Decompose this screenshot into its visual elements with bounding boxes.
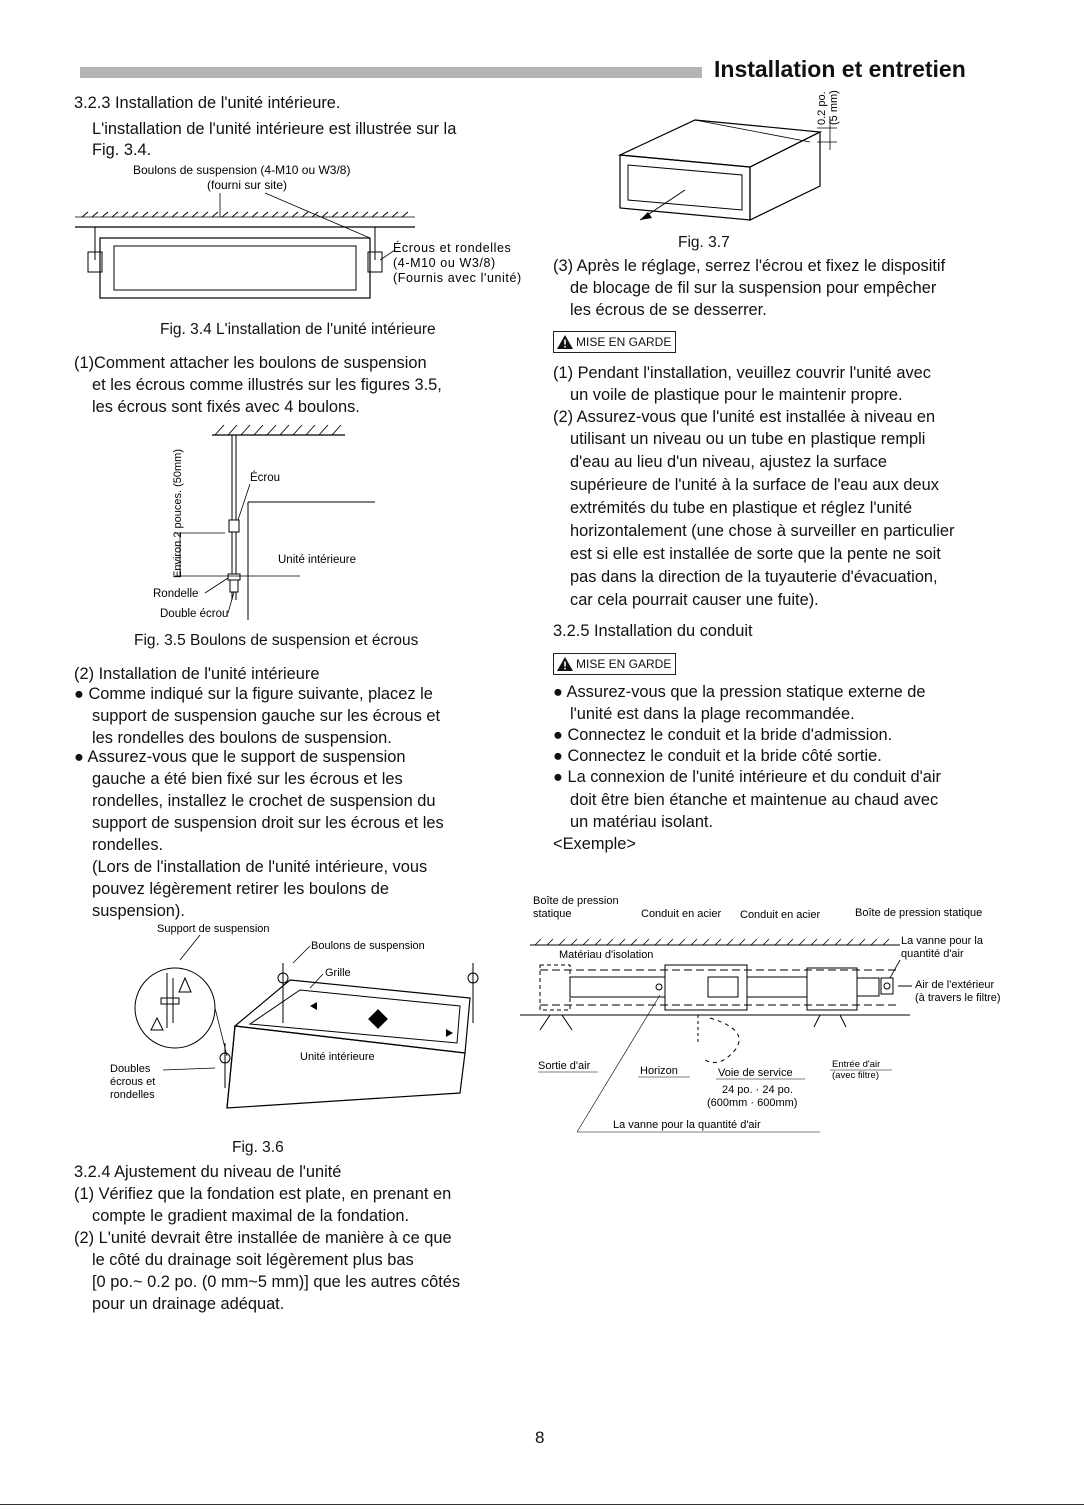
caution-label-1: MISE EN GARDE — [576, 335, 672, 349]
fig35-dim-label: Environ 2 pouces. (50mm) — [172, 449, 184, 578]
diag-materiau: Matériau d'isolation — [559, 949, 654, 961]
header-bar — [80, 67, 702, 78]
caution2-line-2: l'unité est dans la plage recommandée. — [570, 705, 855, 723]
fig34-nuts-label-2: (4-M10 ou W3/8) — [393, 256, 496, 270]
diag-dims-2: (600mm · 600mm) — [707, 1097, 798, 1109]
fig35-rondelle-label: Rondelle — [153, 588, 199, 600]
p2-b2-line-8: suspension). — [92, 902, 185, 920]
fig34-bolts-sub: (fourni sur site) — [207, 178, 288, 192]
p2-b1-line-1: ● Comme indiqué sur la figure suivante, placez le — [74, 685, 433, 703]
diag-sortie: Sortie d'air — [538, 1060, 591, 1072]
p2-b2-line-4: support de suspension droit sur les écrous et les — [92, 814, 444, 832]
caution1-line-5: d'eau au lieu d'un niveau, ajustez la surface — [570, 453, 887, 471]
figure-3-7-caption: Fig. 3.7 — [678, 234, 730, 251]
figure-3-6-caption: Fig. 3.6 — [232, 1139, 284, 1156]
caution1-line-3: (2) Assurez-vous que l'unité est installée à niveau en — [553, 408, 936, 426]
s324-line-6: pour un drainage adéquat. — [92, 1295, 285, 1313]
p2-b2-line-3: rondelles, installez le crochet de suspension du — [92, 792, 436, 810]
diag-vanne2: La vanne pour la quantité d'air — [613, 1119, 761, 1131]
warning-icon — [556, 334, 574, 350]
figure-3-5-diagram — [150, 420, 390, 625]
fig35-ecrou-label: Écrou — [250, 472, 281, 484]
p2-b2-line-6: (Lors de l'installation de l'unité intérieure, vous — [92, 858, 428, 876]
caution1-line-4: utilisant un niveau ou un tube en plastique rempli — [570, 430, 926, 448]
fig36-boulons-label: Boulons de suspension — [311, 940, 425, 952]
caution1-line-11: car cela pourrait causer une fuite). — [570, 591, 819, 609]
fig36-support-label: Support de suspension — [157, 923, 270, 935]
diag-entree-1: Entrée d'air — [832, 1059, 881, 1070]
fig35-double-label: Double écrou — [160, 608, 229, 620]
fig36-doubles-label-1: Doubles — [110, 1063, 151, 1075]
p2-b1-line-3: les rondelles des boulons de suspension. — [92, 729, 392, 747]
caution-label-2: MISE EN GARDE — [576, 657, 672, 671]
s324-line-4: le côté du drainage soit légèrement plus bas — [92, 1251, 414, 1269]
diag-boite2: Boîte de pression statique — [855, 907, 983, 919]
p2-b2-line-5: rondelles. — [92, 836, 164, 854]
caution1-line-6: supérieure de l'unité à la surface de l'eau aux deux — [570, 476, 939, 494]
fig35-unite-label: Unité intérieure — [278, 554, 356, 566]
caution2-line-7: un matériau isolant. — [570, 813, 714, 831]
figure-3-4-diagram — [70, 160, 540, 310]
diag-conduit2: Conduit en acier — [740, 909, 821, 921]
s324-line-1: (1) Vérifiez que la fondation est plate, en prenant en — [74, 1185, 452, 1203]
footer-divider — [0, 1504, 1084, 1505]
fig34-nuts-label-1: Écrous et rondelles — [393, 241, 512, 255]
diag-airext-line2: (à travers le filtre) — [915, 992, 1001, 1004]
diag-boite1-line1: Boîte de pression — [533, 895, 619, 907]
caution-badge-1 — [553, 331, 676, 353]
caution1-line-2: un voile de plastique pour le maintenir propre. — [570, 386, 903, 404]
caution-badge-2 — [553, 653, 676, 675]
caution1-line-8: horizontalement (une chose à surveiller en particulier — [570, 522, 955, 540]
p1-line-3: les écrous sont fixés avec 4 boulons. — [92, 398, 360, 416]
p1-line-2: et les écrous comme illustrés sur les figures 3.5, — [92, 376, 442, 394]
intro-line-2: Fig. 3.4. — [92, 141, 152, 159]
diag-airext-line1: Air de l'extérieur — [915, 979, 995, 991]
page-header-title: Installation et entretien — [714, 56, 966, 82]
caution2-line-4: ● Connectez le conduit et la bride côté sortie. — [553, 747, 882, 765]
caution1-line-1: (1) Pendant l'installation, veuillez couvrir l'unité avec — [553, 364, 931, 382]
p2-b2-line-7: pouvez légèrement retirer les boulons de — [92, 880, 390, 898]
diag-vanne1-line2: quantité d'air — [901, 948, 964, 960]
caution2-line-8: <Exemple> — [553, 835, 636, 853]
fig37-dim-1: 0.2 po. — [816, 91, 828, 125]
figure-3-4-caption: Fig. 3.4 L'installation de l'unité intérieure — [160, 321, 436, 338]
diag-dims-1: 24 po. · 24 po. — [722, 1084, 793, 1096]
warning-icon — [556, 656, 574, 672]
s324-line-2: compte le gradient maximal de la fondation. — [92, 1207, 410, 1225]
fig37-dim-2: (5 mm) — [828, 90, 840, 125]
fig34-bolts-label: Boulons de suspension (4-M10 ou W3/8) — [133, 163, 351, 177]
diag-boite1-line2: statique — [533, 908, 572, 920]
p2-b2-line-2: gauche a été bien fixé sur les écrous et les — [92, 770, 403, 788]
p2-b2-line-1: ● Assurez-vous que le support de suspension — [74, 748, 406, 766]
p2-title: (2) Installation de l'unité intérieure — [74, 665, 320, 683]
p3-line-1: (3) Après le réglage, serrez l'écrou et fixez le dispositif — [553, 257, 946, 275]
page-number: 8 — [535, 1428, 545, 1447]
caution2-line-1: ● Assurez-vous que la pression statique externe de — [553, 683, 926, 701]
fig36-doubles-label-3: rondelles — [110, 1089, 155, 1101]
fig36-grille-label: Grille — [325, 967, 351, 979]
section-heading-324: 3.2.4 Ajustement du niveau de l'unité — [74, 1163, 342, 1181]
caution2-line-6: doit être bien étanche et maintenue au chaud avec — [570, 791, 939, 809]
p3-line-3: les écrous de se desserrer. — [570, 301, 767, 319]
p3-line-2: de blocage de fil sur la suspension pour empêcher — [570, 279, 937, 297]
diag-voie: Voie de service — [718, 1067, 793, 1079]
caution2-line-3: ● Connectez le conduit et la bride d'admission. — [553, 726, 893, 744]
p1-line-1: (1)Comment attacher les boulons de suspension — [74, 354, 427, 372]
section-heading-325: 3.2.5 Installation du conduit — [553, 622, 753, 640]
fig34-nuts-label-3: (Fournis avec l'unité) — [393, 271, 522, 285]
diag-entree-2: (avec filtre) — [832, 1070, 879, 1081]
duct-installation-diagram — [520, 890, 1015, 1135]
intro-line-1: L'installation de l'unité intérieure est illustrée sur la — [92, 120, 457, 138]
diag-horizon: Horizon — [640, 1065, 678, 1077]
caution1-line-10: pas dans la direction de la tuyauterie d'évacuation, — [570, 568, 938, 586]
figure-3-5-caption: Fig. 3.5 Boulons de suspension et écrous — [134, 632, 419, 649]
figure-3-7-diagram — [600, 80, 850, 230]
caution1-line-9: est si elle est installée de sorte que la pente ne soit — [570, 545, 941, 563]
diag-vanne1-line1: La vanne pour la — [901, 935, 983, 947]
p2-b1-line-2: support de suspension gauche sur les écrous et — [92, 707, 441, 725]
fig36-doubles-label-2: écrous et — [110, 1076, 156, 1088]
figure-3-6-diagram — [105, 918, 500, 1118]
caution1-line-7: extrémités du tube en plastique et réglez l'unité — [570, 499, 913, 517]
s324-line-3: (2) L'unité devrait être installée de manière à ce que — [74, 1229, 452, 1247]
caution2-line-5: ● La connexion de l'unité intérieure et du conduit d'air — [553, 768, 941, 786]
s324-line-5: [0 po.~ 0.2 po. (0 mm~5 mm)] que les autres côtés — [92, 1273, 461, 1291]
fig36-unite-label: Unité intérieure — [300, 1051, 375, 1063]
section-heading-323: 3.2.3 Installation de l'unité intérieure. — [74, 94, 341, 112]
diag-conduit1: Conduit en acier — [641, 908, 722, 920]
